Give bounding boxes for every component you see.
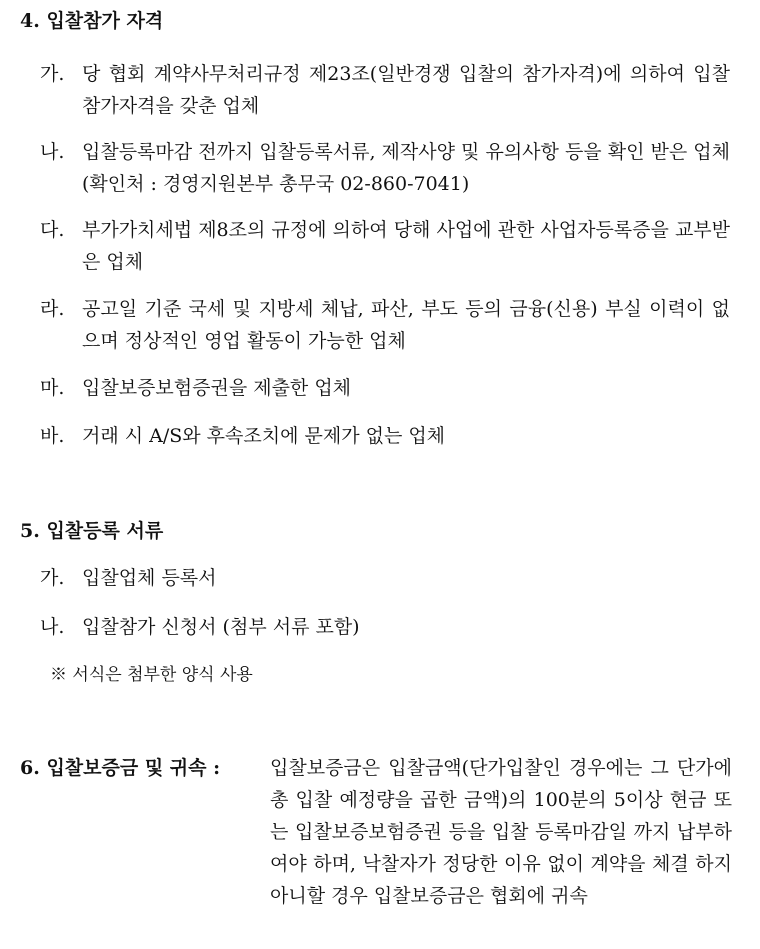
item-marker: 가. xyxy=(40,567,65,589)
item-marker: 나. xyxy=(40,141,65,163)
item-marker: 라. xyxy=(40,298,65,320)
section-6 xyxy=(20,752,732,912)
section-5-title: 5. 입찰등록 서류 xyxy=(20,520,164,542)
item-marker: 나. xyxy=(40,616,65,638)
item-text: 공고일 기준 국세 및 지방세 체납, 파산, 부도 등의 금융(신용) 부실 이력이 없으며 정상적인 영업 활동이 가능한 업체 xyxy=(82,298,730,352)
section-6-text: 입찰보증금은 입찰금액(단가입찰인 경우에는 그 단가에 총 입찰 예정량을 곱한 금액)의 100분의 5이상 현금 또는 입찰보증보험증권 등을 입찰 등록마감일 까지 납부하여야 하며, 낙찰자가 정당한 이유 없이 계약을 체결 하지 아니할 경우 입찰보증금은 협회에 귀속 xyxy=(270,757,732,907)
section-6-title: 6. 입찰보증금 및 귀속 : xyxy=(20,757,221,779)
item-text: 거래 시 A/S와 후속조치에 문제가 없는 업체 xyxy=(82,425,446,447)
item-marker: 마. xyxy=(40,377,65,399)
section-4-item-ma xyxy=(40,372,730,404)
item-marker: 바. xyxy=(40,425,65,447)
item-marker: 가. xyxy=(40,63,65,85)
section-4-item-na xyxy=(40,136,730,200)
item-marker: 다. xyxy=(40,219,65,241)
section-4-item-ra xyxy=(40,293,730,357)
item-text: 당 협회 계약사무처리규정 제23조(일반경쟁 입찰의 참가자격)에 의하여 입찰참가자격을 갖춘 업체 xyxy=(82,63,730,117)
section-5-item-ga xyxy=(40,562,730,594)
item-text: 입찰보증보험증권을 제출한 업체 xyxy=(82,377,352,399)
item-text: 입찰참가 신청서 (첨부 서류 포함) xyxy=(82,616,360,638)
item-text: 입찰업체 등록서 xyxy=(82,567,217,589)
section-4-item-ba xyxy=(40,420,730,452)
section-4-item-da xyxy=(40,214,730,278)
section-4-title: 4. 입찰참가 자격 xyxy=(20,10,164,32)
item-text: 부가가치세법 제8조의 규정에 의하여 당해 사업에 관한 사업자등록증을 교부받은 업체 xyxy=(82,219,730,273)
section-4-item-ga xyxy=(40,58,730,122)
section-5-note: ※ 서식은 첨부한 양식 사용 xyxy=(50,665,253,685)
item-text: 입찰등록마감 전까지 입찰등록서류, 제작사양 및 유의사항 등을 확인 받은 업체 (확인처 : 경영지원본부 총무국 02-860-7041) xyxy=(82,141,730,195)
section-5-item-na xyxy=(40,611,730,643)
